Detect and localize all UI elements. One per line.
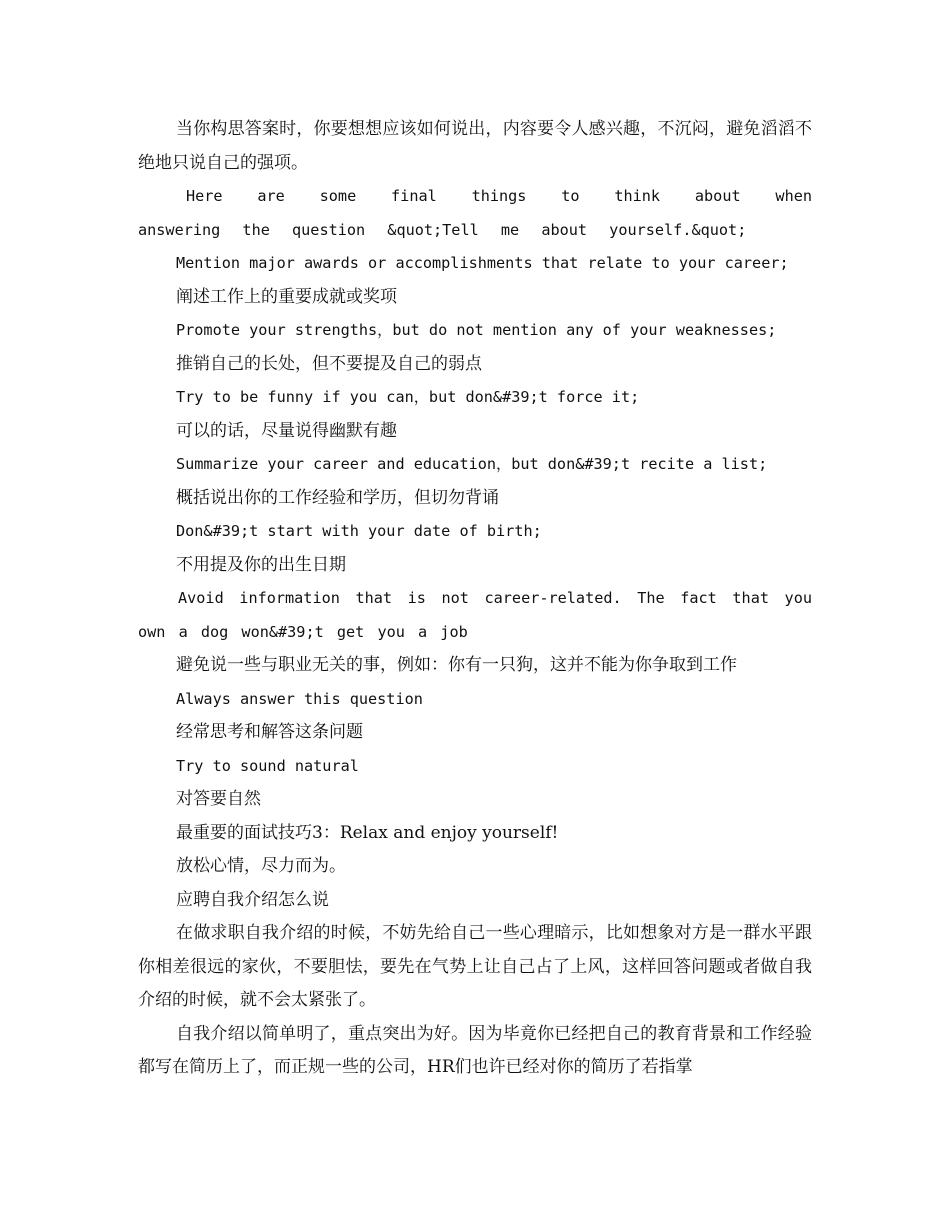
paragraph: Summarize your career and education，but don&#39;t recite a list; xyxy=(176,455,768,473)
paragraph: Try to sound natural xyxy=(176,756,359,775)
paragraph: 当你构思答案时，你要想想应该如何说出，内容要令人感兴趣，不沉闷，避免滔滔不绝地只说自己的强项。 xyxy=(138,119,812,173)
paragraph: 避免说一些与职业无关的事，例如：你有一只狗，这并不能为你争取到工作 xyxy=(176,655,737,675)
paragraph: 阐述工作上的重要成就或奖项 xyxy=(176,286,397,307)
paragraph: Try to be funny if you can，but don&#39;t force it; xyxy=(176,388,640,406)
paragraph: Mention major awards or accomplishments that relate to your career; xyxy=(176,254,789,272)
paragraph: 经常思考和解答这条问题 xyxy=(176,722,363,742)
paragraph: Avoid information that is not career-related. The fact that you own a dog won&#39;t get you a job xyxy=(138,589,812,641)
paragraph: 最重要的面试技巧3：Relax and enjoy yourself! xyxy=(176,822,559,843)
paragraph: 不用提及你的出生日期 xyxy=(176,554,346,575)
paragraph: Always answer this question xyxy=(176,689,423,708)
paragraph: 在做求职自我介绍的时候，不妨先给自己一些心理暗示，比如想象对方是一群水平跟你相差很远的家伙，不要胆怯，要先在气势上让自己占了上风，这样回答问题或者做自我介绍的时候，就不会太紧张了。 xyxy=(138,923,812,1010)
paragraph: 放松心情，尽力而为。 xyxy=(176,856,346,876)
paragraph: 可以的话，尽量说得幽默有趣 xyxy=(176,420,397,441)
paragraph: 对答要自然 xyxy=(176,789,261,809)
paragraph: 应聘自我介绍怎么说 xyxy=(176,889,329,910)
paragraph: Promote your strengths，but do not mention any of your weaknesses; xyxy=(176,321,777,339)
paragraph: Don&#39;t start with your date of birth; xyxy=(176,522,542,540)
paragraph: 推销自己的长处，但不要提及自己的弱点 xyxy=(176,353,482,374)
paragraph: Here are some final things to think about when answering the question &quot;Tell me about yourself.&quot; xyxy=(138,187,812,239)
paragraph: 概括说出你的工作经验和学历，但切勿背诵 xyxy=(176,487,499,508)
document-body xyxy=(138,113,812,1085)
paragraph: 自我介绍以简单明了，重点突出为好。因为毕竟你已经把自己的教育背景和工作经验都写在简历上了，而正规一些的公司，HR们也许已经对你的简历了若指掌 xyxy=(138,1023,812,1077)
